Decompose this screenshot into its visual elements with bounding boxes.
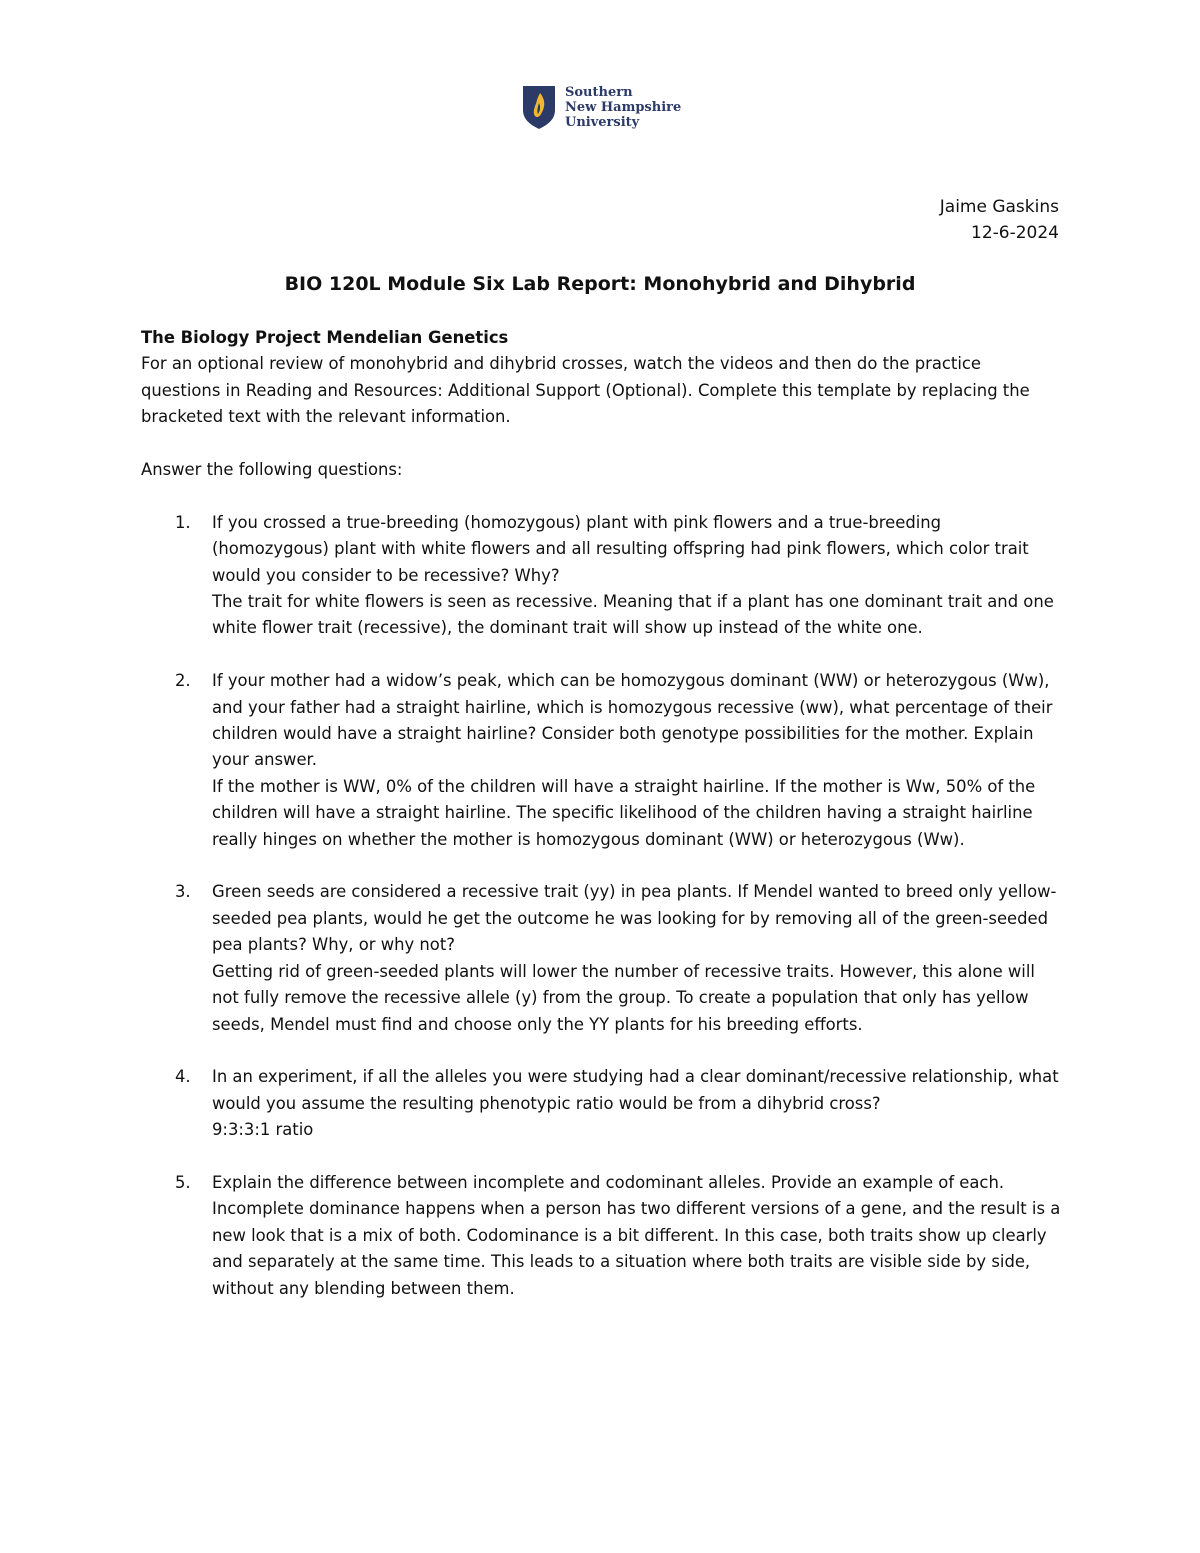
document-title: BIO 120L Module Six Lab Report: Monohybrid and Dihybrid (284, 273, 916, 295)
document-body (141, 325, 1061, 1328)
answer-text: 9:3:3:1 ratio (212, 1120, 314, 1140)
question-list (141, 510, 1061, 1302)
section-heading: The Biology Project Mendelian Genetics (141, 328, 509, 347)
university-logo (521, 84, 681, 130)
logo-wordmark (565, 85, 681, 130)
author-name: Jaime Gaskins (939, 197, 1059, 217)
question-item (141, 1170, 1061, 1302)
questions-prompt: Answer the following questions: (141, 460, 403, 480)
question-number: 1. (175, 512, 191, 532)
intro-paragraph: For an optional review of monohybrid and dihybrid crosses, watch the videos and then do the practice questions in Reading and Resources: Additional Support (Optional). Complete this template by replacing the bracketed text with the relevant information. (141, 354, 1030, 427)
shield-logo-icon (521, 84, 557, 130)
logo-line-2: New Hampshire (565, 100, 682, 115)
question-number: 2. (175, 671, 191, 691)
question-text: In an experiment, if all the alleles you were studying had a clear dominant/recessive relationship, what would you assume the resulting phenotypic ratio would be from a dihybrid cross? (212, 1067, 1059, 1113)
question-text: Explain the difference between incomplete and codominant alleles. Provide an example of each. (212, 1172, 1005, 1192)
answer-text: Getting rid of green-seeded plants will lower the number of recessive traits. However, this alone will not fully remove the recessive allele (y) from the group. To create a population that only has yellow seeds, Mendel must find and choose only the YY plants for his breeding efforts. (212, 961, 1035, 1034)
question-text: If you crossed a true-breeding (homozygous) plant with pink flowers and a true-breeding (homozygous) plant with white flowers and all resulting offspring had pink flowers, which color trait would you consider to be recessive? Why? (212, 512, 1029, 585)
answer-text: The trait for white flowers is seen as recessive. Meaning that if a plant has one dominant trait and one white flower trait (recessive), the dominant trait will show up instead of the white one. (212, 592, 1054, 638)
answer-text: Incomplete dominance happens when a person has two different versions of a gene, and the result is a new look that is a mix of both. Codominance is a bit different. In this case, both traits show up clearly and separately at the same time. This leads to a situation where both traits are visible side by side, without any blending between them. (212, 1199, 1061, 1298)
question-text: If your mother had a widow’s peak, which can be homozygous dominant (WW) or heterozygous (Ww), and your father had a straight hairline, which is homozygous recessive (ww), what percentage of their children would have a straight hairline? Consider both genotype possibilities for the mother. Explain your answer. (212, 671, 1053, 770)
intro-block (141, 351, 1061, 430)
question-item (141, 668, 1061, 853)
logo-line-1: Southern (565, 85, 633, 100)
question-text: Green seeds are considered a recessive trait (yy) in pea plants. If Mendel wanted to breed only yellow-seeded pea plants, would he get the outcome he was looking for by removing all of the green-seeded pea plants? Why, or why not? (212, 882, 1057, 955)
question-number: 4. (175, 1067, 191, 1087)
author-date: 12-6-2024 (971, 223, 1059, 243)
question-number: 3. (175, 882, 191, 902)
answer-text: If the mother is WW, 0% of the children will have a straight hairline. If the mother is Ww, 50% of the children will have a straight hairline. The specific likelihood of the children having a straight hairline really hinges on whether the mother is homozygous dominant (WW) or heterozygous (Ww). (212, 776, 1036, 849)
question-item (141, 510, 1061, 642)
logo-line-3: University (565, 115, 640, 130)
question-number: 5. (175, 1172, 191, 1192)
author-block (940, 194, 1059, 246)
question-item (141, 1064, 1061, 1143)
question-item (141, 879, 1061, 1037)
